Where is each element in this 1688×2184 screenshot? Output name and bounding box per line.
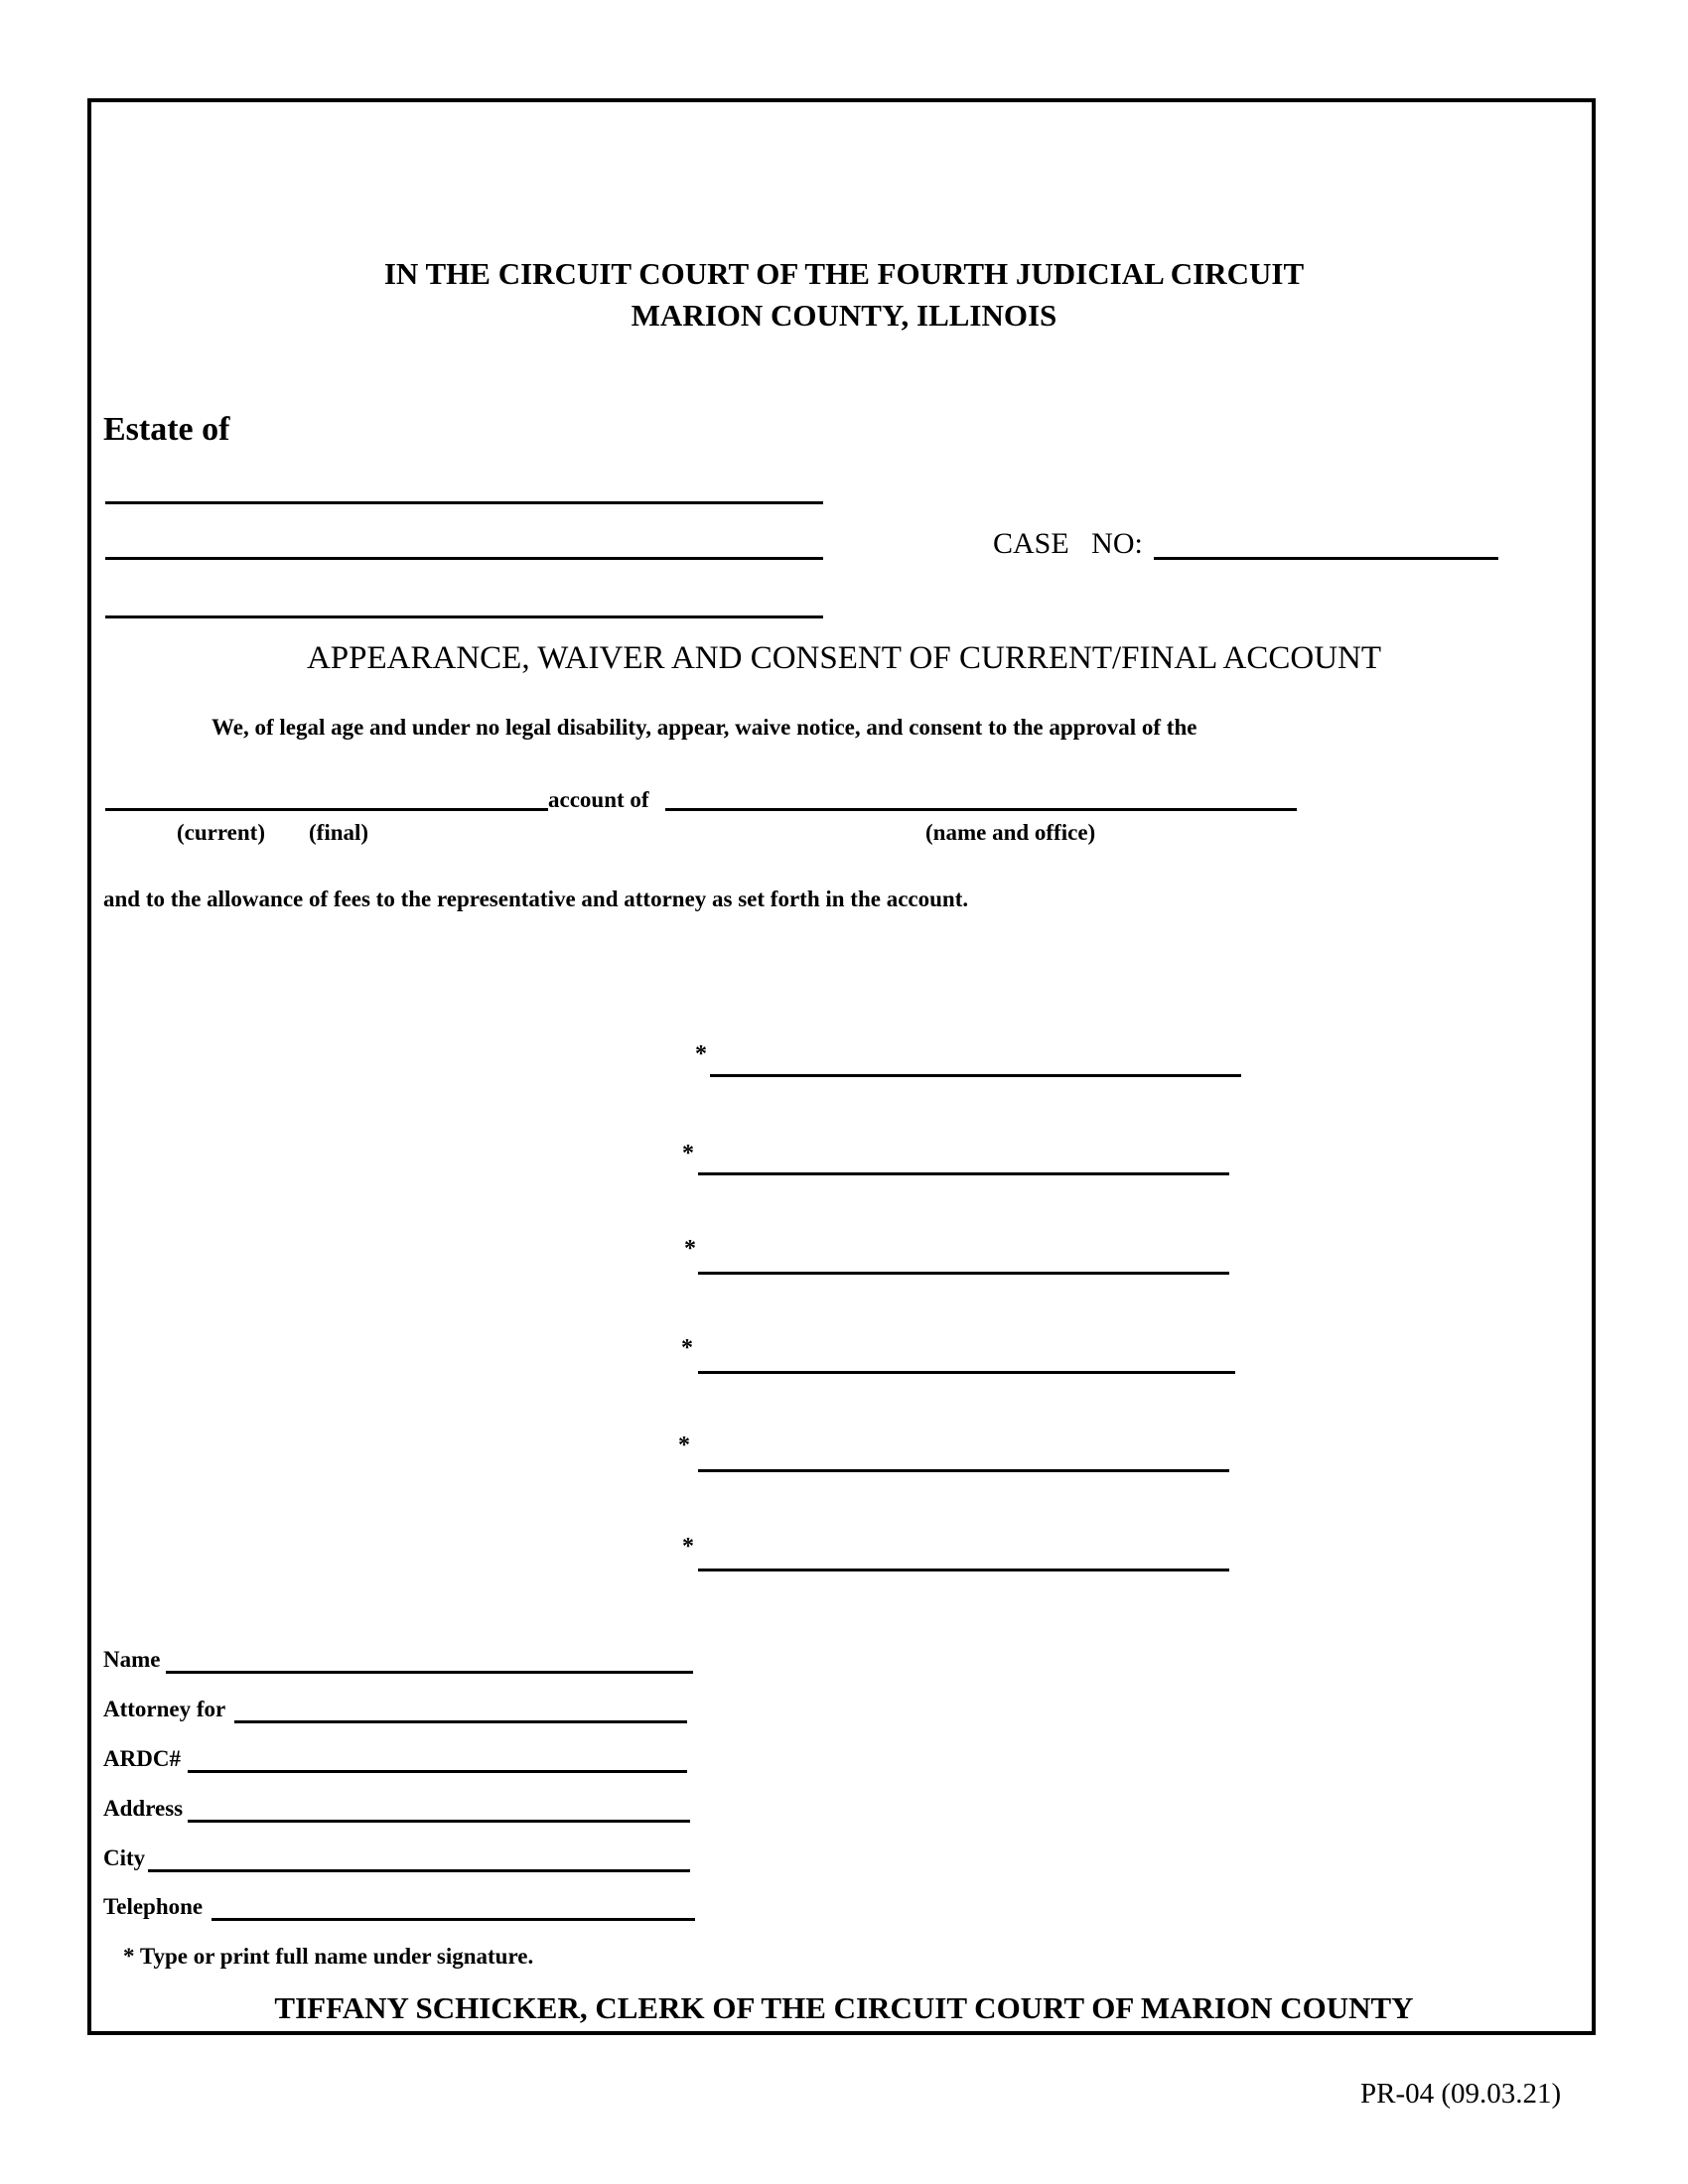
signature-line-4[interactable]: [698, 1371, 1235, 1374]
signature-marker-3: *: [684, 1236, 696, 1262]
final-label: (final): [309, 820, 369, 845]
signature-line-3[interactable]: [698, 1272, 1229, 1275]
name-office-line[interactable]: [665, 808, 1297, 811]
attorney-for-label: Attorney for: [103, 1697, 226, 1721]
account-of-text: account of: [548, 787, 649, 812]
form-id: PR-04 (09.03.21): [1360, 2078, 1562, 2110]
estate-name-line-1[interactable]: [105, 501, 823, 504]
telephone-label: Telephone: [103, 1894, 204, 1919]
city-field-line[interactable]: [148, 1869, 690, 1872]
telephone-field-line[interactable]: [211, 1918, 695, 1921]
court-title-line1: IN THE CIRCUIT COURT OF THE FOURTH JUDICIAL CIRCUIT: [383, 256, 1305, 291]
form-border: [87, 98, 1596, 2035]
estate-name-line-2[interactable]: [105, 557, 823, 560]
footnote: * Type or print full name under signature.: [123, 1944, 534, 1969]
name-office-label: (name and office): [925, 820, 1096, 845]
signature-marker-6: *: [682, 1534, 694, 1560]
clerk-line: TIFFANY SCHICKER, CLERK OF THE CIRCUIT COURT OF MARION COUNTY: [274, 1990, 1414, 2025]
signature-marker-4: *: [681, 1335, 693, 1361]
signature-line-1[interactable]: [710, 1074, 1241, 1077]
attorney-for-field-line[interactable]: [234, 1720, 687, 1723]
signature-marker-2: *: [682, 1141, 694, 1166]
current-label: (current): [177, 820, 265, 845]
case-no-label: CASE NO:: [993, 527, 1143, 560]
signature-line-2[interactable]: [698, 1172, 1229, 1175]
name-field-line[interactable]: [166, 1671, 693, 1674]
estate-label: Estate of: [103, 411, 230, 448]
ardc-field-line[interactable]: [188, 1770, 687, 1773]
case-no-line[interactable]: [1154, 557, 1498, 560]
name-label: Name: [103, 1647, 161, 1672]
address-field-line[interactable]: [188, 1820, 690, 1823]
court-title-line2: MARION COUNTY, ILLINOIS: [631, 298, 1057, 333]
fees-text: and to the allowance of fees to the representative and attorney as set forth in the account.: [103, 887, 969, 911]
intro-text: We, of legal age and under no legal disability, appear, waive notice, and consent to the approval of the: [211, 715, 1197, 740]
address-label: Address: [103, 1796, 184, 1821]
estate-name-line-3[interactable]: [105, 615, 823, 618]
signature-marker-5: *: [678, 1433, 690, 1458]
signature-line-6[interactable]: [698, 1569, 1229, 1571]
account-type-line[interactable]: [105, 808, 548, 811]
city-label: City: [103, 1845, 146, 1870]
form-title: APPEARANCE, WAIVER AND CONSENT OF CURRENT/FINAL ACCOUNT: [306, 640, 1382, 676]
signature-line-5[interactable]: [698, 1469, 1229, 1472]
signature-marker-1: *: [695, 1041, 707, 1067]
ardc-label: ARDC#: [103, 1746, 181, 1771]
